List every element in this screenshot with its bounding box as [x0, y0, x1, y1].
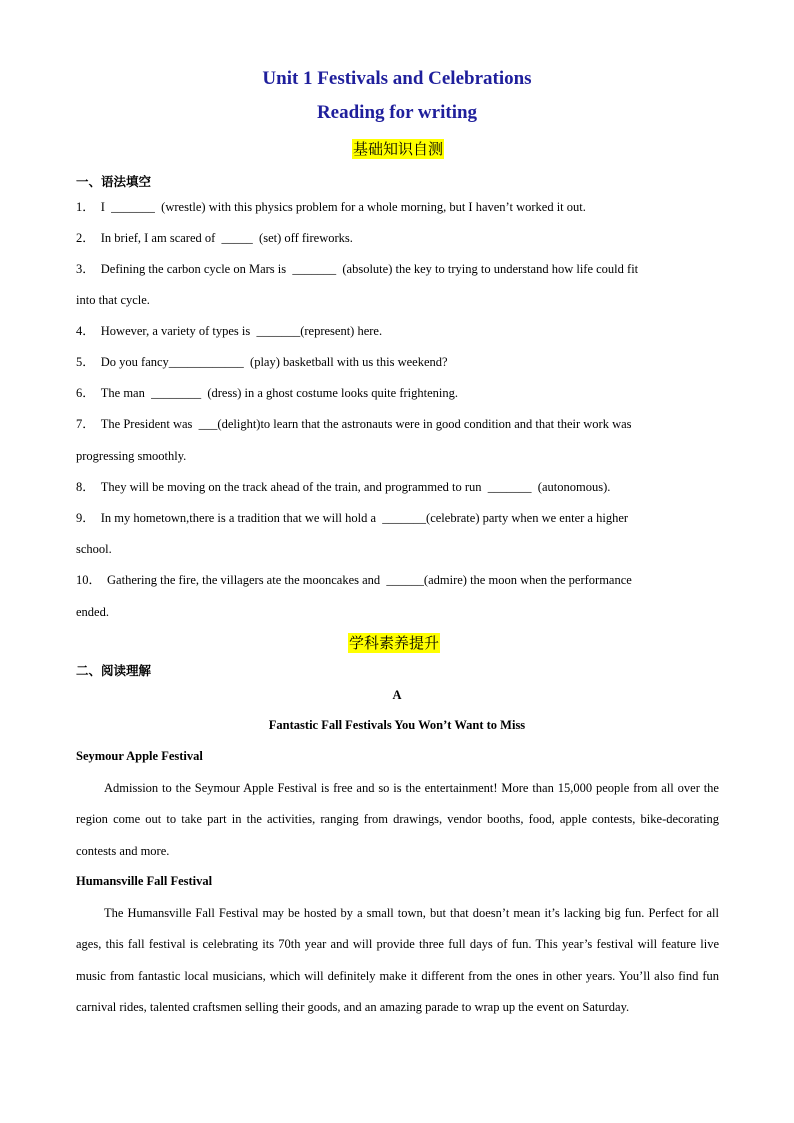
passage-label: A: [392, 688, 402, 702]
exercise-text: Gathering the fire, the villagers ate the mooncakes and ______(admire) the moon when the performance: [107, 573, 632, 587]
exercise-text: I _______ (wrestle) with this physics problem for a whole morning, but I haven’t worked it out.: [100, 200, 586, 214]
exercise-item-continuation: [76, 448, 186, 464]
exercise-number: 3．: [76, 262, 95, 276]
exercise-number: 2．: [76, 231, 95, 245]
exercise-number: 1．: [76, 200, 95, 214]
exercise-text: Do you fancy____________ (play) basketball with us this weekend?: [100, 355, 448, 369]
exercise-text: They will be moving on the track ahead of the train, and programmed to run _______ (autonomous).: [100, 480, 611, 494]
section-heading-grammar: 一、语法填空: [76, 174, 152, 189]
exercise-number: 6．: [76, 386, 95, 400]
exercise-item: [76, 510, 628, 526]
exercise-item-continuation: [76, 292, 150, 308]
exercise-text: ended.: [76, 605, 109, 619]
exercise-item: [76, 323, 382, 339]
exercise-text: into that cycle.: [76, 293, 150, 307]
exercise-item: [76, 416, 632, 432]
exercise-text: In my hometown,there is a tradition that we will hold a _______(celebrate) party when we enter a higher: [100, 511, 629, 525]
festival-description: Admission to the Seymour Apple Festival is free and so is the entertainment! More than 15,000 people from all over the region come out to take part in the activities, ranging from drawings, vendor booths, food, apple contests, bike-decorating contests and more.: [76, 781, 719, 858]
section-badge-basic: 基础知识自测: [353, 140, 444, 158]
exercise-number: 10．: [76, 573, 102, 587]
exercise-item: [76, 230, 353, 246]
exercise-text: Defining the carbon cycle on Mars is _______ (absolute) the key to trying to understand how life could fit: [100, 262, 639, 276]
exercise-item: [76, 261, 638, 277]
exercise-item-continuation: [76, 541, 112, 557]
exercise-number: 8．: [76, 480, 95, 494]
page-title: Unit 1 Festivals and Celebrations: [262, 68, 532, 89]
section-badge-literacy: 学科素养提升: [349, 634, 440, 652]
exercise-item: [76, 479, 610, 495]
section-heading-reading: 二、阅读理解: [76, 663, 152, 678]
passage-title: Fantastic Fall Festivals You Won’t Want to Miss: [268, 718, 526, 732]
exercise-text: school.: [76, 542, 112, 556]
exercise-text: progressing smoothly.: [76, 449, 187, 463]
exercise-text: The President was ___(delight)to learn that the astronauts were in good condition and that their work was: [100, 417, 632, 431]
festival-name: Humansville Fall Festival: [76, 874, 213, 888]
exercise-text: The man ________ (dress) in a ghost costume looks quite frightening.: [100, 386, 458, 400]
exercise-item-continuation: [76, 604, 109, 620]
exercise-number: 5．: [76, 355, 95, 369]
exercise-number: 9．: [76, 511, 95, 525]
exercise-item: [76, 354, 448, 370]
exercise-item: [76, 199, 586, 215]
exercise-item: [76, 572, 632, 588]
exercise-item: [76, 385, 458, 401]
exercise-text: However, a variety of types is _______(represent) here.: [100, 324, 383, 338]
exercise-text: In brief, I am scared of _____ (set) off fireworks.: [100, 231, 353, 245]
festival-description: The Humansville Fall Festival may be hosted by a small town, but that doesn’t mean it’s lacking big fun. Perfect for all ages, this fall festival is celebrating its 70th year and will provide three full days of fun. This year’s festival will feature live music from fantastic local musicians, which will definitely make it different from the ones in other years. You’ll also find fun carnival rides, talented craftsmen selling their goods, and an amazing parade to wrap up the event on Saturday.: [76, 906, 719, 1015]
exercise-number: 7．: [76, 417, 95, 431]
festival-name: Seymour Apple Festival: [76, 749, 203, 763]
page-subtitle: Reading for writing: [316, 102, 478, 123]
exercise-number: 4．: [76, 324, 95, 338]
